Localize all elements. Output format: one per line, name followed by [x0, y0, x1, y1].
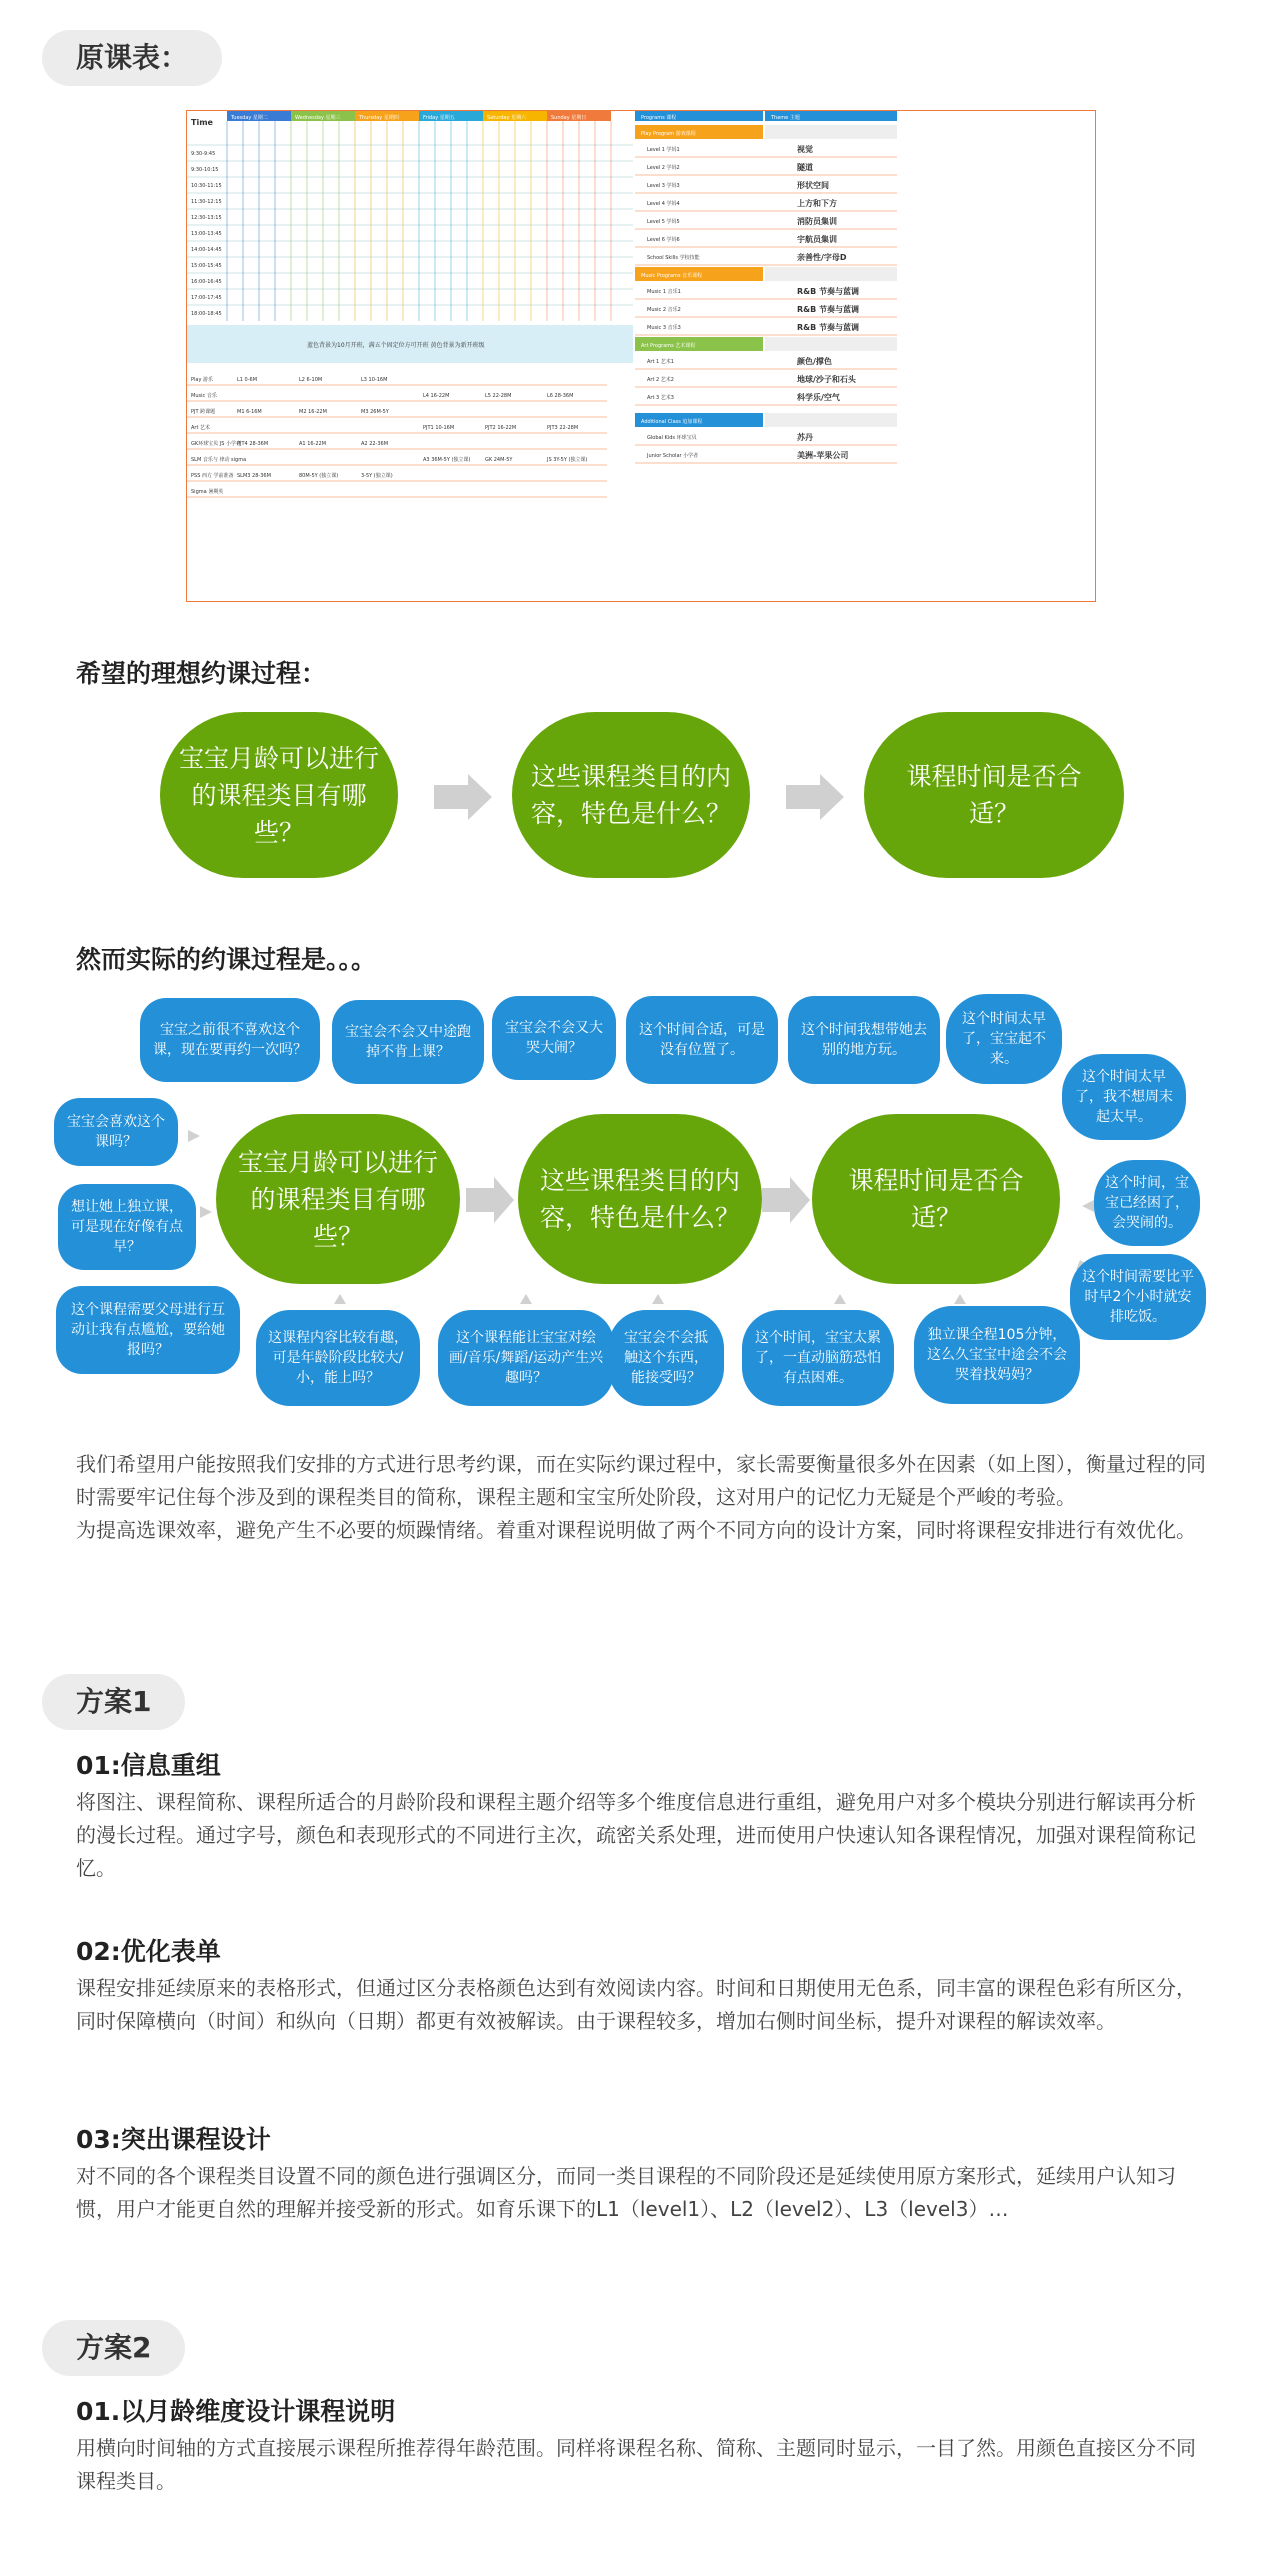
actual-step-3: 课程时间是否合适？	[812, 1114, 1060, 1284]
schedule-time-cell: 18:00-18:45	[191, 311, 222, 317]
ideal-step-1: 宝宝月龄可以进行的课程类目有哪些？	[160, 712, 398, 878]
schedule-age-range: PJT4 28-36M	[237, 441, 269, 447]
ideal-arrow-1	[434, 774, 492, 820]
schedule-play-level: Level 2 学妈2	[647, 165, 680, 171]
worry-bubble-6: 这个时间太早了，宝宝起不来。	[946, 994, 1062, 1084]
schedule-time-header: Time	[191, 118, 213, 127]
schedule-day-label: Wednesday 星期三	[295, 115, 341, 121]
schedule-music-level: Music 3 音乐3	[647, 325, 681, 331]
worry-bubble-2: 宝宝会不会又中途跑掉不肯上课？	[332, 1000, 484, 1084]
worry-bubble-9: 想让她上独立课，可是现在好像有点早？	[58, 1184, 196, 1270]
bubble-arrow	[652, 1294, 664, 1304]
schedule-age-row-label: GK环球宝贝 JS 小学者	[191, 441, 241, 447]
schedule-art-level: Art 1 艺术1	[647, 359, 674, 365]
plan1-paragraph-2: 课程安排延续原来的表格形式，但通过区分表格颜色达到有效阅读内容。时间和日期使用无色系，同丰富的课程色彩有所区分，同时保障横向（时间）和纵向（日期）都更有效被解读。由于课程较多，增加右侧时间坐标，提升对课程的解读效率。	[76, 1976, 1196, 2033]
bubble-arrow	[200, 1206, 212, 1218]
schedule-day-label: Friday 星期五	[423, 115, 455, 121]
ideal-step-2: 这些课程类目的内容，特色是什么？	[512, 712, 750, 878]
plan1-heading-1: 01:信息重组	[76, 1751, 221, 1780]
schedule-art-theme: 科学乐/空气	[797, 393, 840, 402]
schedule-play-theme: 消防员集训	[797, 217, 837, 226]
worry-bubble-1: 宝宝之前很不喜欢这个课，现在要再约一次吗？	[140, 998, 320, 1082]
worry-bubble-5: 这个时间我想带她去别的地方玩。	[788, 996, 940, 1084]
schedule-age-range: M3 26M-5Y	[361, 409, 389, 415]
worry-bubble-11: 这个课程需要父母进行互动让我有点尴尬，要给她报吗？	[56, 1286, 240, 1374]
section-label-plan1: 方案1	[42, 1674, 185, 1730]
schedule-age-range: L4 16-22M	[423, 393, 450, 399]
schedule-additional-theme: 苏丹	[797, 433, 813, 442]
worry-bubble-10: 这个时间，宝宝已经困了，会哭闹的。	[1094, 1160, 1200, 1246]
schedule-age-row-label: PSS 西方 学前准备	[191, 473, 234, 479]
schedule-age-range: A2 22-36M	[361, 441, 389, 447]
plan2-heading-1: 01.以月龄维度设计课程说明	[76, 2397, 396, 2426]
schedule-age-range: PJT1 10-16M	[423, 425, 455, 431]
bubble-arrow	[1082, 1200, 1094, 1212]
schedule-time-cell: 11:30-12:15	[191, 199, 222, 205]
worry-bubble-12: 这课程内容比较有趣，可是年龄阶段比较大/小，能上吗？	[256, 1310, 420, 1406]
worry-bubble-15: 这个时间，宝宝太累了，一直动脑筋恐怕有点困难。	[742, 1310, 894, 1406]
plan1-heading-3: 03:突出课程设计	[76, 2125, 271, 2154]
schedule-music-level: Music 2 音乐2	[647, 307, 681, 313]
ideal-arrow-2	[786, 774, 844, 820]
schedule-age-range: GK 24M-5Y	[485, 457, 513, 463]
schedule-time-cell: 9:30-10:15	[191, 167, 219, 173]
schedule-time-cell: 15:00-15:45	[191, 263, 222, 269]
bubble-arrow	[334, 1294, 346, 1304]
schedule-play-level: Level 1 学妈1	[647, 147, 680, 153]
schedule-theme-label: Theme 主题	[771, 115, 800, 121]
schedule-additional-level: Junior Scholar 小学者	[647, 453, 699, 459]
schedule-additional-level: Global Kids 环球宝贝	[647, 435, 697, 441]
plan2-paragraph-1: 用横向时间轴的方式直接展示课程所推荐得年龄范围。同样将课程名称、简称、主题同时显示，一目了然。用颜色直接区分不同课程类目。	[76, 2436, 1196, 2493]
schedule-play-theme: 隧道	[797, 163, 813, 172]
worry-bubble-8: 宝宝会喜欢这个课吗？	[54, 1098, 178, 1166]
schedule-age-range: PJT3 22-28M	[547, 425, 579, 431]
intro-paragraph-1: 我们希望用户能按照我们安排的方式进行思考约课，而在实际约课过程中，家长需要衡量很多外在因素（如上图），衡量过程的同时需要牢记住每个涉及到的课程类目的简称，课程主题和宝宝所处阶段，这对用户的记忆力无疑是个严峻的考验。	[76, 1452, 1206, 1509]
intro-paragraph-2: 为提高选课效率，避免产生不必要的烦躁情绪。着重对课程说明做了两个不同方向的设计方案，同时将课程安排进行有效优化。	[76, 1518, 1196, 1542]
worry-bubble-7: 这个时间太早了，我不想周末起太早。	[1062, 1054, 1186, 1140]
actual-arrow-2	[762, 1177, 810, 1223]
schedule-age-range: L3 10-16M	[361, 377, 388, 383]
worry-bubble-14: 宝宝会不会抵触这个东西，能接受吗？	[608, 1310, 724, 1406]
worry-bubble-16: 独立课全程105分钟，这么久宝宝中途会不会哭着找妈妈？	[914, 1306, 1080, 1404]
bubble-arrow	[520, 1294, 532, 1304]
schedule-time-cell: 14:00-14:45	[191, 247, 222, 253]
schedule-art-theme: 颜色/撑色	[797, 357, 832, 366]
schedule-age-range: M1 6-16M	[237, 409, 262, 415]
schedule-play-theme: 形状空间	[797, 181, 829, 190]
schedule-additional-header-label: Additional Class 追加课程	[641, 419, 703, 425]
section-label-original: 原课表：	[42, 30, 222, 86]
schedule-play-level: Level 5 学妈5	[647, 219, 680, 225]
schedule-play-theme: 上方和下方	[797, 199, 837, 208]
intro-text	[76, 1448, 1206, 1547]
schedule-age-range: L6 28-36M	[547, 393, 574, 399]
schedule-music-header-label: Music Programs 音乐课程	[641, 273, 703, 279]
ideal-step-3: 课程时间是否合适？	[864, 712, 1124, 878]
plan1-paragraph-3: 对不同的各个课程类目设置不同的颜色进行强调区分，而同一类目课程的不同阶段还是延续使用原方案形式，延续用户认知习惯，用户才能更自然的理解并接受新的形式。如育乐课下的L1（level1）、L2（level2）、L3（level3）…	[76, 2164, 1176, 2221]
schedule-age-range: PJT2 16-22M	[485, 425, 517, 431]
schedule-play-theme: 视觉	[797, 145, 813, 154]
bubble-arrow	[954, 1294, 966, 1304]
schedule-time-cell: 13:00-13:45	[191, 231, 222, 237]
schedule-play-level: Level 3 学妈3	[647, 183, 680, 189]
plan1-paragraph-1: 将图注、课程简称、课程所适合的月龄阶段和课程主题介绍等多个维度信息进行重组，避免用户对多个模块分别进行解读再分析的漫长过程。通过字号，颜色和表现形式的不同进行主次，疏密关系处理，进而使用户快速认知各课程情况，加强对课程简称记忆。	[76, 1790, 1196, 1880]
schedule-age-range: SLM3 28-36M	[237, 473, 271, 479]
schedule-art-level: Art 2 艺术2	[647, 377, 674, 383]
worry-bubble-4: 这个时间合适，可是没有位置了。	[626, 996, 778, 1084]
schedule-art-level: Art 3 艺术3	[647, 395, 674, 401]
schedule-age-row-label: PJT 跨课题	[191, 409, 216, 415]
schedule-day-label: Thursday 星期四	[359, 115, 399, 121]
schedule-play-theme: 亲善性/字母D	[797, 253, 847, 262]
schedule-play-level: Level 4 学妈4	[647, 201, 680, 207]
ideal-flow-title: 希望的理想约课过程：	[76, 659, 327, 688]
worry-bubble-17: 这个时间需要比平时早2个小时就安排吃饭。	[1070, 1254, 1206, 1340]
schedule-play-level: Level 6 学妈6	[647, 237, 680, 243]
schedule-age-range: L1 0-6M	[237, 377, 258, 383]
schedule-age-row-label: Sigma 暑期英	[191, 489, 224, 495]
schedule-music-theme: R&B 节奏与蓝调	[797, 323, 860, 332]
schedule-play-header-label: Play Program 游戏课程	[641, 131, 696, 137]
schedule-art-header-label: Art Programs 艺术课程	[641, 343, 696, 349]
schedule-play-level: School Skills 学校技能	[647, 255, 700, 261]
schedule-music-theme: R&B 节奏与蓝调	[797, 305, 860, 314]
worry-bubble-13: 这个课程能让宝宝对绘画/音乐/舞蹈/运动产生兴趣吗？	[438, 1310, 614, 1406]
schedule-play-theme: 宇航员集训	[797, 235, 837, 244]
schedule-age-row-label: Music 音乐	[191, 393, 217, 399]
schedule-time-cell: 17:00-17:45	[191, 295, 222, 301]
schedule-age-range: A3 36M-5Y (独立课)	[423, 457, 471, 463]
schedule-note-text: 蓝色背景为10月开班，满五个固定位方可开班 黄色背景为新开班级	[307, 342, 485, 349]
schedule-programs-label: Programs 课程	[641, 115, 677, 121]
schedule-day-label: Sunday 星期日	[551, 115, 587, 121]
schedule-age-row-label: Play 游乐	[191, 377, 214, 383]
schedule-time-cell: 12:30-13:15	[191, 215, 222, 221]
schedule-music-theme: R&B 节奏与蓝调	[797, 287, 860, 296]
actual-flow-title: 然而实际的约课过程是。。。	[76, 945, 377, 974]
schedule-age-row-label: SLM 音乐与 律动 sigma	[191, 457, 247, 463]
bubble-arrow	[188, 1130, 200, 1142]
schedule-age-range: L2 6-10M	[299, 377, 323, 383]
schedule-age-range: 3-5Y (独立课)	[361, 473, 393, 479]
schedule-age-row-label: Art 艺术	[191, 425, 211, 431]
actual-arrow-1	[466, 1177, 514, 1223]
schedule-time-cell: 16:00-16:45	[191, 279, 222, 285]
actual-step-1: 宝宝月龄可以进行的课程类目有哪些？	[216, 1114, 460, 1284]
plan1-heading-2: 02:优化表单	[76, 1937, 221, 1966]
schedule-age-range: M2 16-22M	[299, 409, 327, 415]
schedule-art-theme: 地球/沙子和石头	[797, 375, 856, 384]
schedule-age-range: A1 16-22M	[299, 441, 327, 447]
schedule-age-range: L5 22-28M	[485, 393, 512, 399]
schedule-additional-theme: 美洲-苹果公司	[797, 451, 849, 460]
bubble-arrow	[834, 1294, 846, 1304]
schedule-age-range: 80M-5Y (独立课)	[299, 473, 339, 479]
section-label-plan2: 方案2	[42, 2320, 185, 2376]
schedule-day-label: Saturday 星期六	[487, 115, 527, 121]
actual-step-2: 这些课程类目的内容，特色是什么？	[518, 1114, 762, 1284]
schedule-music-level: Music 1 音乐1	[647, 289, 681, 295]
schedule-age-range: JS 3Y-5Y (独立课)	[547, 457, 588, 463]
schedule-time-cell: 10:30-11:15	[191, 183, 222, 189]
worry-bubble-3: 宝宝会不会又大哭大闹？	[492, 996, 616, 1080]
schedule-time-cell: 9:30-9:45	[191, 151, 216, 157]
schedule-day-label: Tuesday 星期二	[231, 115, 268, 121]
